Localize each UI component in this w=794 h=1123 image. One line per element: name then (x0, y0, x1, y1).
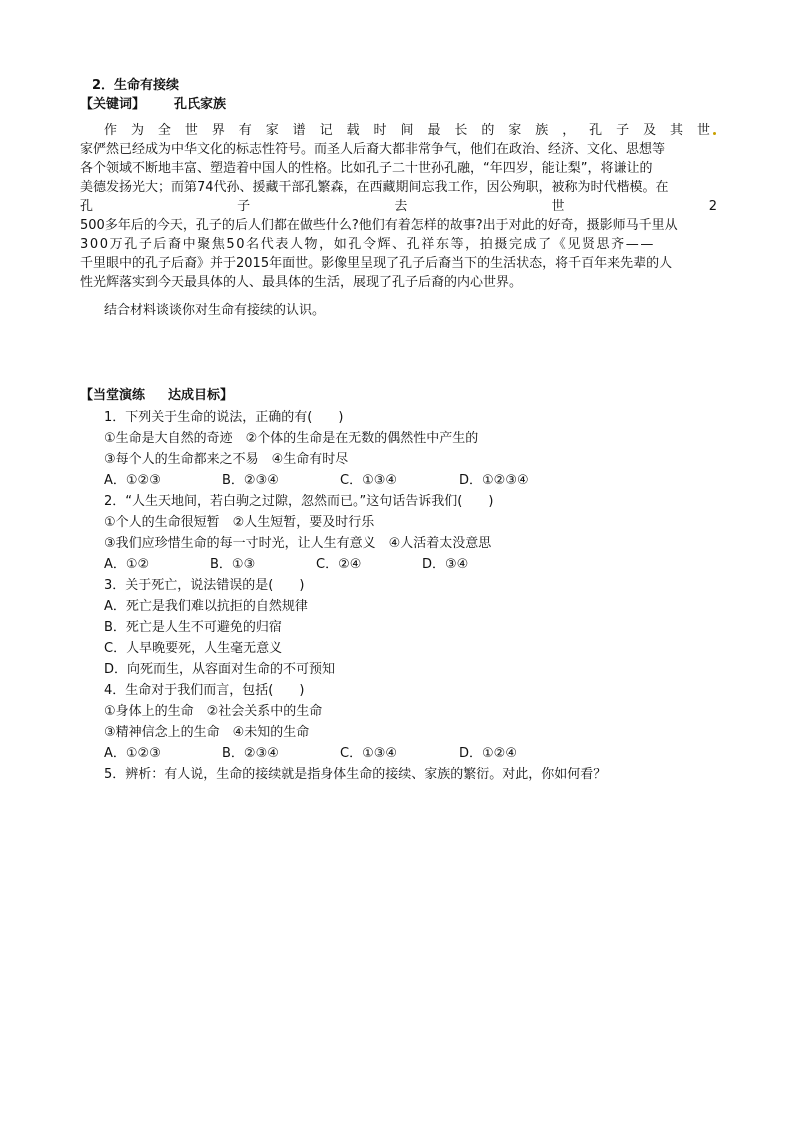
q3-option-c: C．人早晚要死，人生毫无意义 (104, 641, 283, 656)
q1-choice-a: A．①②③ (104, 473, 161, 488)
q4-stem: 4．生命对于我们而言，包括( ) (104, 683, 305, 698)
material-line-6: 500多年后的今天，孔子的后人们都在做些什么?他们有着怎样的故事?出于对此的好奇，摄影师马千里从 (80, 218, 678, 233)
q4-choice-d: D．①②④ (459, 746, 517, 761)
line5-char: 子 (237, 199, 251, 214)
q5-stem: 5．辨析：有人说，生命的接续就是指身体生命的接续、家族的繁衍。对此，你如何看？ (104, 767, 607, 782)
q4-options-row-1: ①身体上的生命 ②社会关系中的生命 (104, 704, 323, 719)
q1-choice-c: C．①③④ (340, 473, 398, 488)
line1-char: 为 (130, 123, 144, 138)
material-question: 结合材料谈谈你对生命有接续的认识。 (104, 303, 326, 318)
q1-options-row-1: ①生命是大自然的奇迹 ②个体的生命是在无数的偶然性中产生的 (104, 431, 479, 446)
practice-heading-right: 达成目标】 (168, 388, 234, 403)
line1-char: 时 (373, 123, 387, 138)
line1-char: 族 (535, 123, 549, 138)
line1-char: 载 (346, 123, 360, 138)
material-line-7: 300万孔子后裔中聚焦50名代表人物，如孔令辉、孔祥东等，拍摄完成了《见贤思齐—— (80, 237, 655, 252)
material-line-1 (104, 121, 710, 141)
line5-char: 2 (708, 199, 717, 214)
q2-choice-a: A．①② (104, 557, 150, 572)
q4-choice-c: C．①③④ (340, 746, 398, 761)
q2-options-row-1: ①个人的生命很短暂 ②人生短暂，要及时行乐 (104, 515, 375, 530)
margin-mark (713, 132, 716, 135)
material-line-3: 各个领域不断地丰富、塑造着中国人的性格。比如孔子二十世孙孔融，“年四岁，能让梨”，将谦让的 (80, 161, 653, 176)
line1-char: 世 (696, 123, 710, 138)
line1-char: 家 (265, 123, 279, 138)
line1-char: 子 (616, 123, 630, 138)
q4-choice-a: A．①②③ (104, 746, 161, 761)
q3-option-a: A．死亡是我们难以抗拒的自然规律 (104, 599, 308, 614)
q4-options-row-2: ③精神信念上的生命 ④未知的生命 (104, 725, 310, 740)
material-line-4: 美德发扬光大；而第74代孙、援藏干部孔繁森，在西藏期间忘我工作，因公殉职，被称为时代楷模。在 (80, 180, 669, 195)
q2-choice-d: D．③④ (422, 557, 469, 572)
q2-choice-c: C．②④ (316, 557, 362, 572)
q1-choice-b: B．②③④ (222, 473, 279, 488)
material-line-9: 性光辉落实到今天最具体的人、最具体的生活，展现了孔子后裔的内心世界。 (80, 275, 523, 290)
line5-char: 世 (551, 199, 565, 214)
q3-option-d: D．向死而生，从容面对生命的不可预知 (104, 662, 336, 677)
line1-char: ， (562, 123, 576, 138)
line5-char: 去 (394, 199, 408, 214)
line1-char: 最 (427, 123, 441, 138)
line1-char: 其 (670, 123, 684, 138)
line1-char: 界 (211, 123, 225, 138)
q2-stem: 2．“人生天地间，若白驹之过隙，忽然而已。”这句话告诉我们( ) (104, 494, 494, 509)
q3-option-b: B．死亡是人生不可避免的归宿 (104, 620, 282, 635)
line1-char: 全 (157, 123, 171, 138)
q2-options-row-2: ③我们应珍惜生命的每一寸时光，让人生有意义 ④人活着太没意思 (104, 536, 492, 551)
line5-char: 孔 (80, 199, 94, 214)
keyword-value: 孔氏家族 (174, 97, 227, 112)
line1-char: 的 (481, 123, 495, 138)
line1-char: 长 (454, 123, 468, 138)
q3-stem: 3．关于死亡，说法错误的是( ) (104, 578, 305, 593)
line1-char: 作 (104, 123, 118, 138)
q1-options-row-2: ③每个人的生命都来之不易 ④生命有时尽 (104, 452, 349, 467)
line1-char: 有 (238, 123, 252, 138)
material-line-5 (80, 197, 717, 217)
line1-char: 家 (508, 123, 522, 138)
q1-choice-d: D．①②③④ (459, 473, 529, 488)
practice-heading-left: 【当堂演练 (80, 388, 146, 403)
q1-stem: 1．下列关于生命的说法，正确的有( ) (104, 410, 344, 425)
line1-char: 孔 (589, 123, 603, 138)
material-line-8: 千里眼中的孔子后裔》并于2015年面世。影像里呈现了孔子后裔当下的生活状态，将千百年来先辈的人 (80, 256, 673, 271)
q4-choice-b: B．②③④ (222, 746, 279, 761)
line1-char: 间 (400, 123, 414, 138)
section-heading: 2．生命有接续 (92, 78, 180, 93)
line1-char: 及 (643, 123, 657, 138)
line1-char: 记 (319, 123, 333, 138)
line1-char: 谱 (292, 123, 306, 138)
q2-choice-b: B．①③ (210, 557, 256, 572)
line1-char: 世 (184, 123, 198, 138)
keyword-label: 【关键词】 (80, 97, 146, 112)
material-line-2: 家俨然已经成为中华文化的标志性符号。而圣人后裔大都非常争气，他们在政治、经济、文化、思想等 (80, 142, 666, 157)
